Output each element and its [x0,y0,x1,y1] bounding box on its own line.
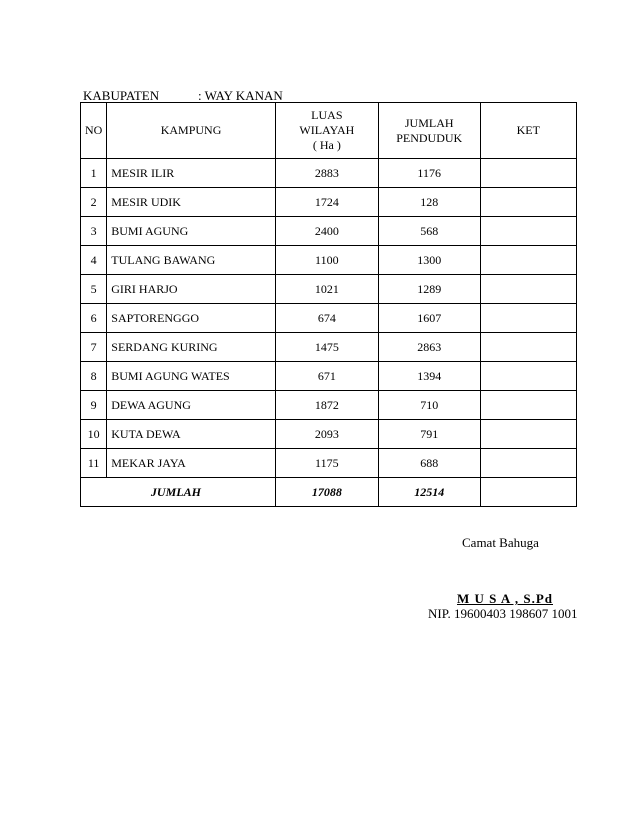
table-row [81,304,577,333]
cell-kampung: MESIR ILIR [107,159,276,188]
cell-luas: 1724 [275,188,378,217]
cell-no: 3 [81,217,107,246]
total-luas: 17088 [275,478,378,507]
cell-kampung: GIRI HARJO [107,275,276,304]
cell-luas: 671 [275,362,378,391]
cell-ket [480,391,576,420]
cell-no: 7 [81,333,107,362]
cell-penduduk: 1300 [378,246,480,275]
cell-luas: 1021 [275,275,378,304]
cell-no: 8 [81,362,107,391]
table-row [81,333,577,362]
cell-ket [480,304,576,333]
cell-luas: 674 [275,304,378,333]
cell-kampung: MESIR UDIK [107,188,276,217]
cell-penduduk: 1394 [378,362,480,391]
table-row [81,275,577,304]
cell-kampung: DEWA AGUNG [107,391,276,420]
cell-ket [480,420,576,449]
cell-penduduk: 1607 [378,304,480,333]
cell-luas: 2883 [275,159,378,188]
col-header-jumlah-line2: PENDUDUK [396,130,463,145]
table-row [81,420,577,449]
cell-no: 9 [81,391,107,420]
cell-kampung: MEKAR JAYA [107,449,276,478]
col-header-luas-line2: WILAYAH [299,123,355,137]
table-row [81,362,577,391]
col-header-jumlah [378,103,480,159]
col-header-jumlah-line1: JUMLAH [404,115,454,130]
cell-no: 5 [81,275,107,304]
cell-penduduk: 710 [378,391,480,420]
cell-ket [480,275,576,304]
cell-penduduk: 791 [378,420,480,449]
table-row [81,159,577,188]
table-row [81,188,577,217]
cell-kampung: BUMI AGUNG [107,217,276,246]
total-ket [480,478,576,507]
cell-penduduk: 2863 [378,333,480,362]
cell-no: 10 [81,420,107,449]
cell-penduduk: 688 [378,449,480,478]
col-header-luas-line1: LUAS [311,108,343,122]
cell-penduduk: 1176 [378,159,480,188]
cell-ket [480,362,576,391]
cell-no: 2 [81,188,107,217]
cell-penduduk: 1289 [378,275,480,304]
signature-title: Camat Bahuga [462,535,539,550]
cell-ket [480,188,576,217]
table-header-row [81,103,577,159]
cell-luas: 1175 [275,449,378,478]
cell-kampung: SERDANG KURING [107,333,276,362]
cell-no: 1 [81,159,107,188]
col-header-no: NO [81,103,107,159]
region-label: KABUPATEN [83,88,160,103]
total-row [81,478,577,507]
cell-ket [480,449,576,478]
cell-ket [480,333,576,362]
cell-ket [480,246,576,275]
cell-kampung: TULANG BAWANG [107,246,276,275]
total-penduduk: 12514 [378,478,480,507]
col-header-luas [275,103,378,159]
cell-luas: 2093 [275,420,378,449]
cell-no: 6 [81,304,107,333]
table-row [81,246,577,275]
cell-penduduk: 568 [378,217,480,246]
col-header-ket: KET [480,103,576,159]
cell-luas: 2400 [275,217,378,246]
cell-luas: 1100 [275,246,378,275]
village-table [80,102,577,507]
table-row [81,449,577,478]
signature-name: M U S A , S.Pd [457,591,553,606]
total-label: JUMLAH [81,478,276,507]
cell-no: 4 [81,246,107,275]
cell-ket [480,159,576,188]
cell-kampung: BUMI AGUNG WATES [107,362,276,391]
region-value: : WAY KANAN [198,88,283,103]
cell-luas: 1872 [275,391,378,420]
cell-luas: 1475 [275,333,378,362]
table-row [81,217,577,246]
cell-ket [480,217,576,246]
col-header-luas-line3: ( Ha ) [312,138,341,152]
cell-kampung: SAPTORENGGO [107,304,276,333]
cell-penduduk: 128 [378,188,480,217]
cell-kampung: KUTA DEWA [107,420,276,449]
signature-nip: NIP. 19600403 198607 1001 [428,606,578,621]
col-header-kampung: KAMPUNG [107,103,276,159]
cell-no: 11 [81,449,107,478]
table-row [81,391,577,420]
